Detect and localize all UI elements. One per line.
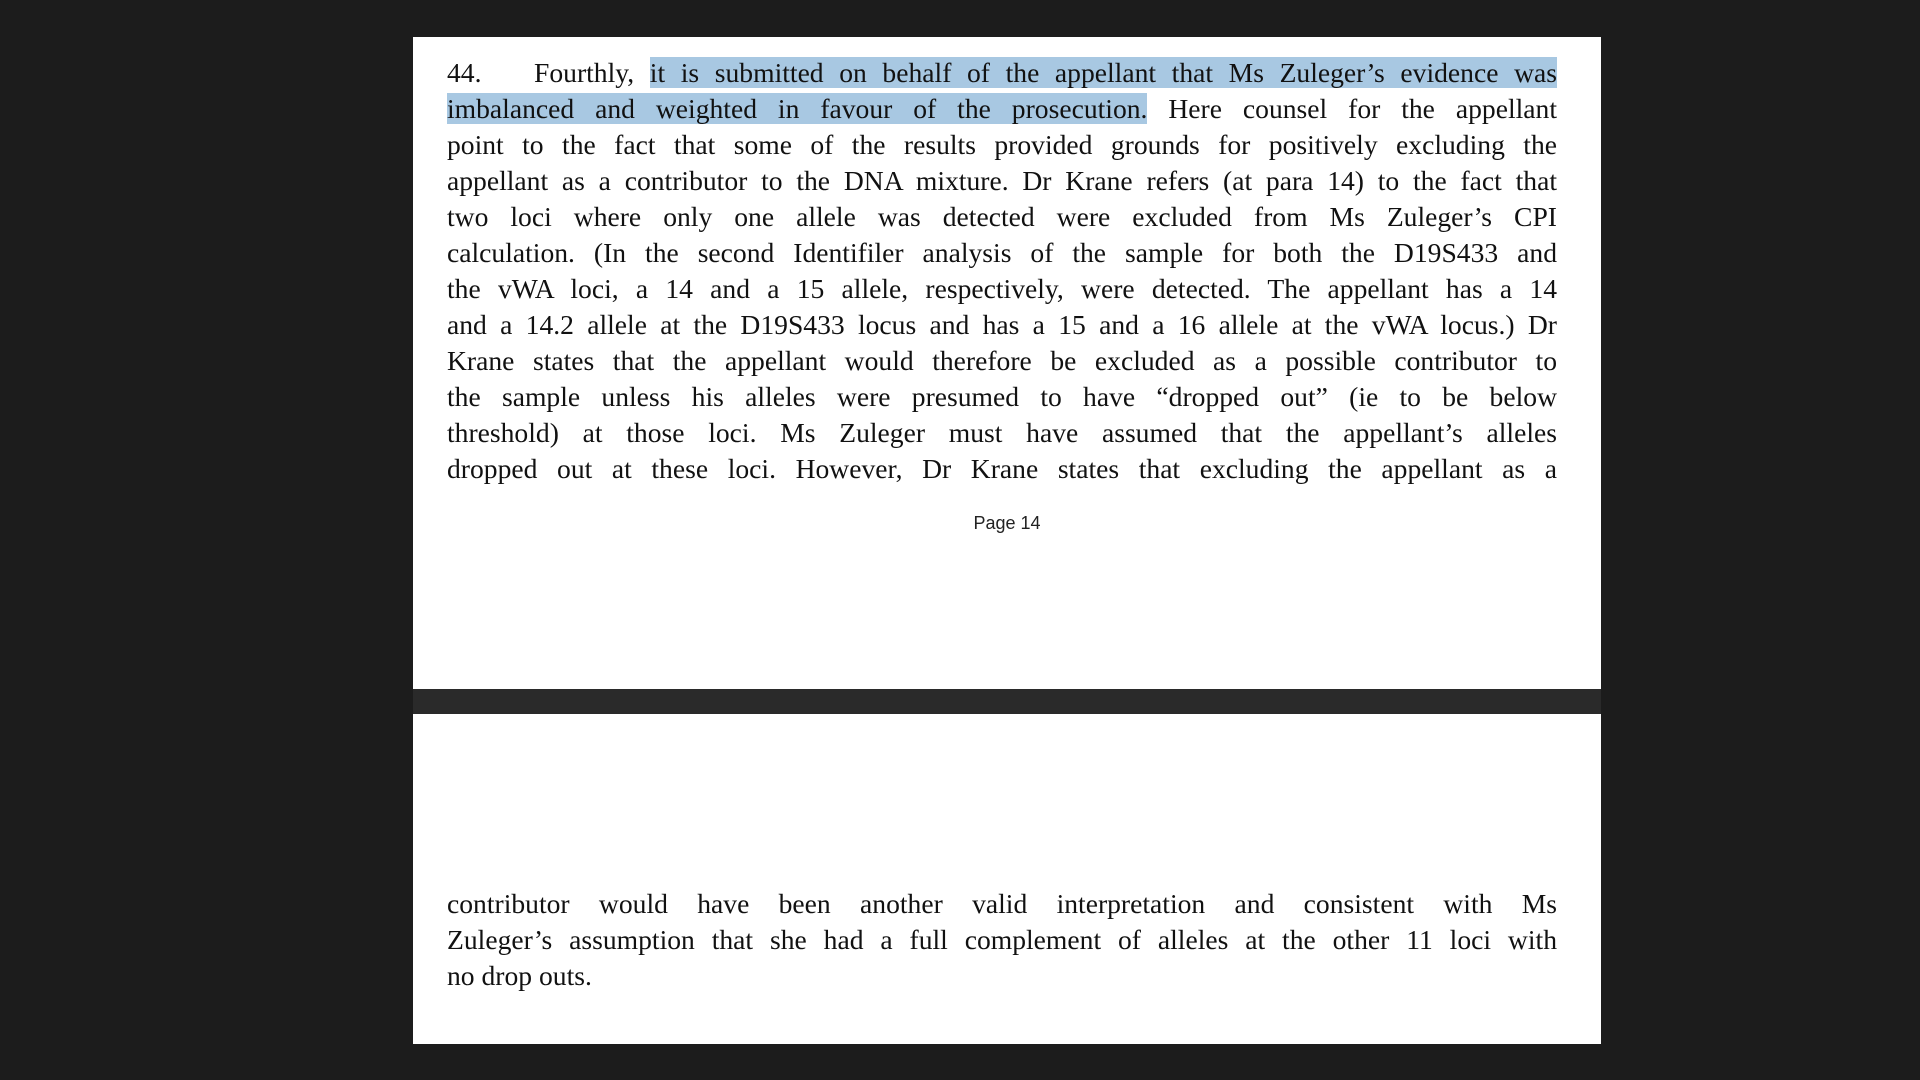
text-line — [447, 343, 1557, 379]
text-line — [447, 886, 1557, 922]
text-segment: threshold) at those loci. Ms Zuleger must have assumed that the appellant’s alleles — [447, 417, 1557, 448]
text-line — [447, 235, 1557, 271]
text-line — [447, 91, 1557, 127]
paragraph-44-continued — [447, 886, 1557, 994]
text-segment: and a 14.2 allele at the D19S433 locus and has a 15 and a 16 allele at the vWA locus.) Dr — [447, 309, 1557, 340]
text-segment: no drop outs. — [447, 960, 592, 991]
text-line — [447, 451, 1557, 487]
highlighted-text[interactable]: it is submitted on behalf of the appellant that Ms Zuleger’s evidence was — [649, 57, 1557, 88]
page-separator — [413, 689, 1601, 714]
paragraph-44 — [447, 55, 1557, 487]
text-segment: the sample unless his alleles were presumed to have “dropped out” (ie to be below — [447, 381, 1557, 412]
text-line — [447, 307, 1557, 343]
page-number: Page 14 — [973, 513, 1041, 533]
text-line — [447, 55, 1557, 91]
paragraph-number: 44. — [447, 57, 482, 88]
text-line — [447, 415, 1557, 451]
text-line — [447, 922, 1557, 958]
text-segment: appellant as a contributor to the DNA mixture. Dr Krane refers (at para 14) to the fact that — [447, 165, 1557, 196]
text-line — [447, 127, 1557, 163]
text-segment: Fourthly, — [534, 57, 635, 88]
text-line — [447, 163, 1557, 199]
text-segment: Zuleger’s assumption that she had a full complement of alleles at the other 11 loci with — [447, 924, 1557, 955]
text-segment: Krane states that the appellant would therefore be excluded as a possible contributor to — [447, 345, 1557, 376]
text-segment: Here counsel for the appellant — [1147, 93, 1557, 124]
text-segment: calculation. (In the second Identifiler analysis of the sample for both the D19S433 and — [447, 237, 1557, 268]
text-segment: point to the fact that some of the results provided grounds for positively excluding the — [447, 129, 1557, 160]
document-page-15 — [413, 714, 1601, 1044]
text-line — [447, 271, 1557, 307]
text-segment: dropped out at these loci. However, Dr Krane states that excluding the appellant as a — [447, 453, 1557, 484]
text-segment: contributor would have been another valid interpretation and consistent with Ms — [447, 888, 1557, 919]
text-line — [447, 958, 1557, 994]
document-page-14 — [413, 37, 1601, 689]
text-segment: two loci where only one allele was detected were excluded from Ms Zuleger’s CPI — [447, 201, 1557, 232]
text-segment: the vWA loci, a 14 and a 15 allele, respectively, were detected. The appellant has a 14 — [447, 273, 1557, 304]
highlighted-text[interactable]: imbalanced and weighted in favour of the prosecution. — [447, 93, 1148, 124]
text-line — [447, 199, 1557, 235]
text-line — [447, 379, 1557, 415]
